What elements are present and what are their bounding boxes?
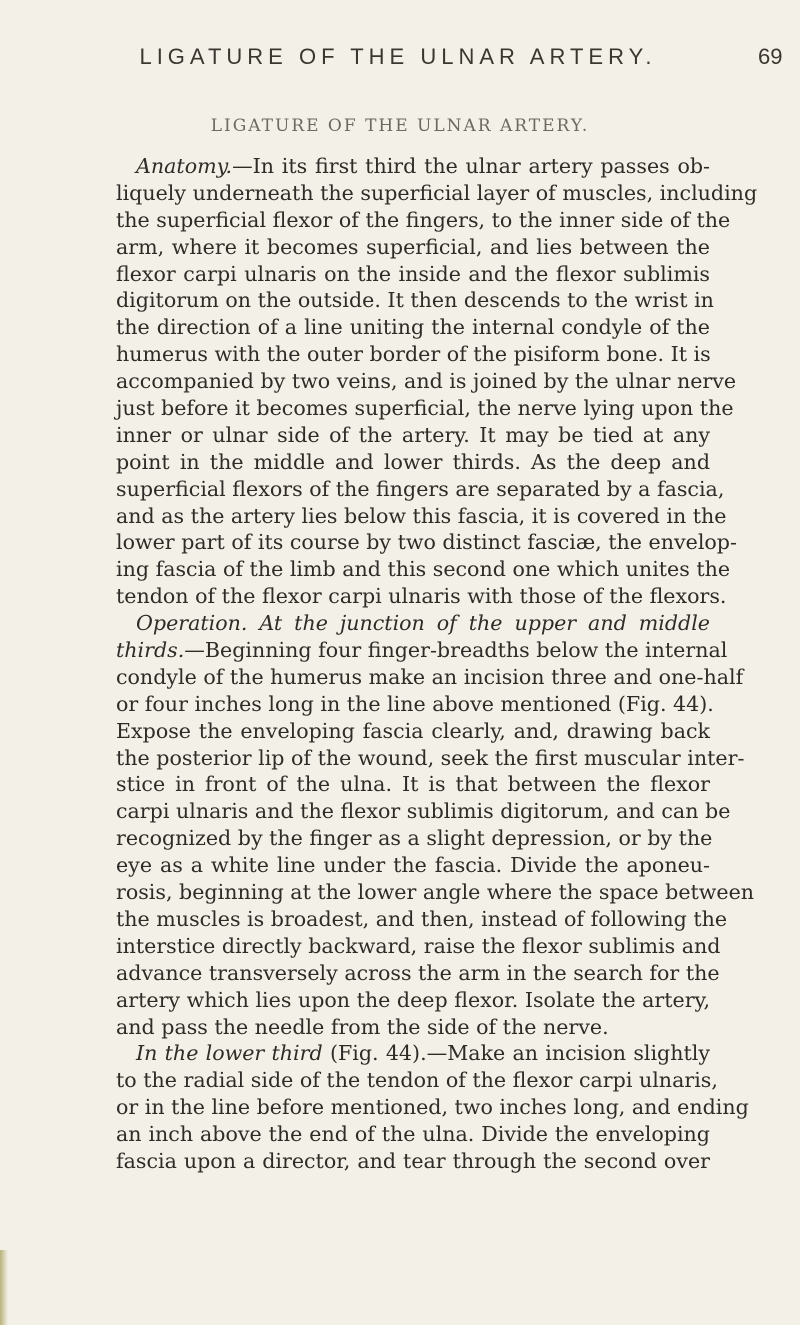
lower-third-line: or in the line before mentioned, two inches long, and ending bbox=[116, 1095, 749, 1120]
operation-subheading-cont: thirds. bbox=[116, 638, 185, 663]
page-edge-shading bbox=[0, 1250, 8, 1325]
operation-line: rosis, beginning at the lower angle where the space between bbox=[116, 880, 755, 905]
anatomy-line: ing fascia of the limb and this second one which unites the bbox=[116, 557, 731, 582]
operation-heading: Operation. bbox=[136, 611, 248, 636]
lower-third-line: fascia upon a director, and tear through the second over bbox=[116, 1148, 710, 1173]
anatomy-line bbox=[116, 153, 710, 180]
operation-subheading: At the junction of the upper and middle bbox=[259, 611, 710, 636]
lower-third-line: an inch above the end of the ulna. Divide the enveloping bbox=[116, 1122, 710, 1147]
running-title: LIGATURE OF THE ULNAR ARTERY. bbox=[139, 44, 657, 69]
operation-line: and pass the needle from the side of the nerve. bbox=[116, 1014, 609, 1039]
lower-third-line bbox=[116, 1040, 710, 1067]
operation-line: advance transversely across the arm in the search for the bbox=[116, 960, 720, 985]
operation-line: recognized by the finger as a slight depression, or by the bbox=[116, 826, 713, 851]
operation-line: carpi ulnaris and the flexor sublimis digitorum, and can be bbox=[116, 799, 731, 824]
operation-line: artery which lies upon the deep flexor. Isolate the artery, bbox=[116, 987, 710, 1012]
body-text bbox=[116, 153, 758, 1175]
lower-third-heading: In the lower third bbox=[136, 1041, 323, 1066]
operation-line: eye as a white line under the fascia. Divide the aponeu- bbox=[116, 853, 710, 878]
operation-line bbox=[116, 610, 710, 637]
anatomy-line: tendon of the flexor carpi ulnaris with those of the flexors. bbox=[116, 584, 727, 609]
anatomy-line: digitorum on the outside. It then descends to the wrist in bbox=[116, 288, 714, 313]
anatomy-line: just before it becomes superficial, the nerve lying upon the bbox=[116, 396, 734, 421]
operation-line: interstice directly backward, raise the flexor sublimis and bbox=[116, 933, 721, 958]
operation-line: the muscles is broadest, and then, instead of following the bbox=[116, 906, 728, 931]
anatomy-line: humerus with the outer border of the pisiform bone. It is bbox=[116, 342, 711, 367]
anatomy-line: superficial flexors of the fingers are separated by a fascia, bbox=[116, 476, 725, 501]
operation-line: the posterior lip of the wound, seek the first muscular inter- bbox=[116, 745, 745, 770]
anatomy-line: point in the middle and lower thirds. As the deep and bbox=[116, 449, 710, 474]
running-head bbox=[118, 44, 798, 74]
operation-line: condyle of the humerus make an incision three and one-half bbox=[116, 664, 744, 689]
anatomy-line: arm, where it becomes superficial, and lies between the bbox=[116, 234, 710, 259]
anatomy-line: and as the artery lies below this fascia, it is covered in the bbox=[116, 503, 727, 528]
anatomy-line-text: —In its first third the ulnar artery passes ob- bbox=[232, 154, 710, 178]
anatomy-heading: Anatomy. bbox=[136, 154, 233, 178]
page-number: 69 bbox=[758, 44, 783, 69]
operation-line: stice in front of the ulna. It is that between the flexor bbox=[116, 772, 710, 797]
anatomy-line: inner or ulnar side of the artery. It may be tied at any bbox=[116, 422, 710, 447]
section-title: LIGATURE OF THE ULNAR ARTERY. bbox=[210, 116, 590, 136]
operation-line: Expose the enveloping fascia clearly, and, drawing back bbox=[116, 718, 710, 743]
lower-third-line-text: (Fig. 44).—Make an incision slightly bbox=[322, 1041, 711, 1066]
anatomy-line: liquely underneath the superficial layer of muscles, including bbox=[116, 180, 758, 205]
anatomy-line: accompanied by two veins, and is joined by the ulnar nerve bbox=[116, 369, 737, 394]
lower-third-line: to the radial side of the tendon of the flexor carpi ulnaris, bbox=[116, 1068, 718, 1093]
operation-line-text: —Beginning four finger-breadths below the internal bbox=[184, 638, 728, 663]
anatomy-line: the superficial flexor of the fingers, to the inner side of the bbox=[116, 207, 731, 232]
operation-line: or four inches long in the line above mentioned (Fig. 44). bbox=[116, 691, 714, 716]
operation-line bbox=[116, 637, 728, 664]
anatomy-line: the direction of a line uniting the internal condyle of the bbox=[116, 315, 710, 340]
anatomy-line: flexor carpi ulnaris on the inside and the flexor sublimis bbox=[116, 261, 710, 286]
anatomy-line: lower part of its course by two distinct fasciæ, the envelop- bbox=[116, 530, 737, 555]
